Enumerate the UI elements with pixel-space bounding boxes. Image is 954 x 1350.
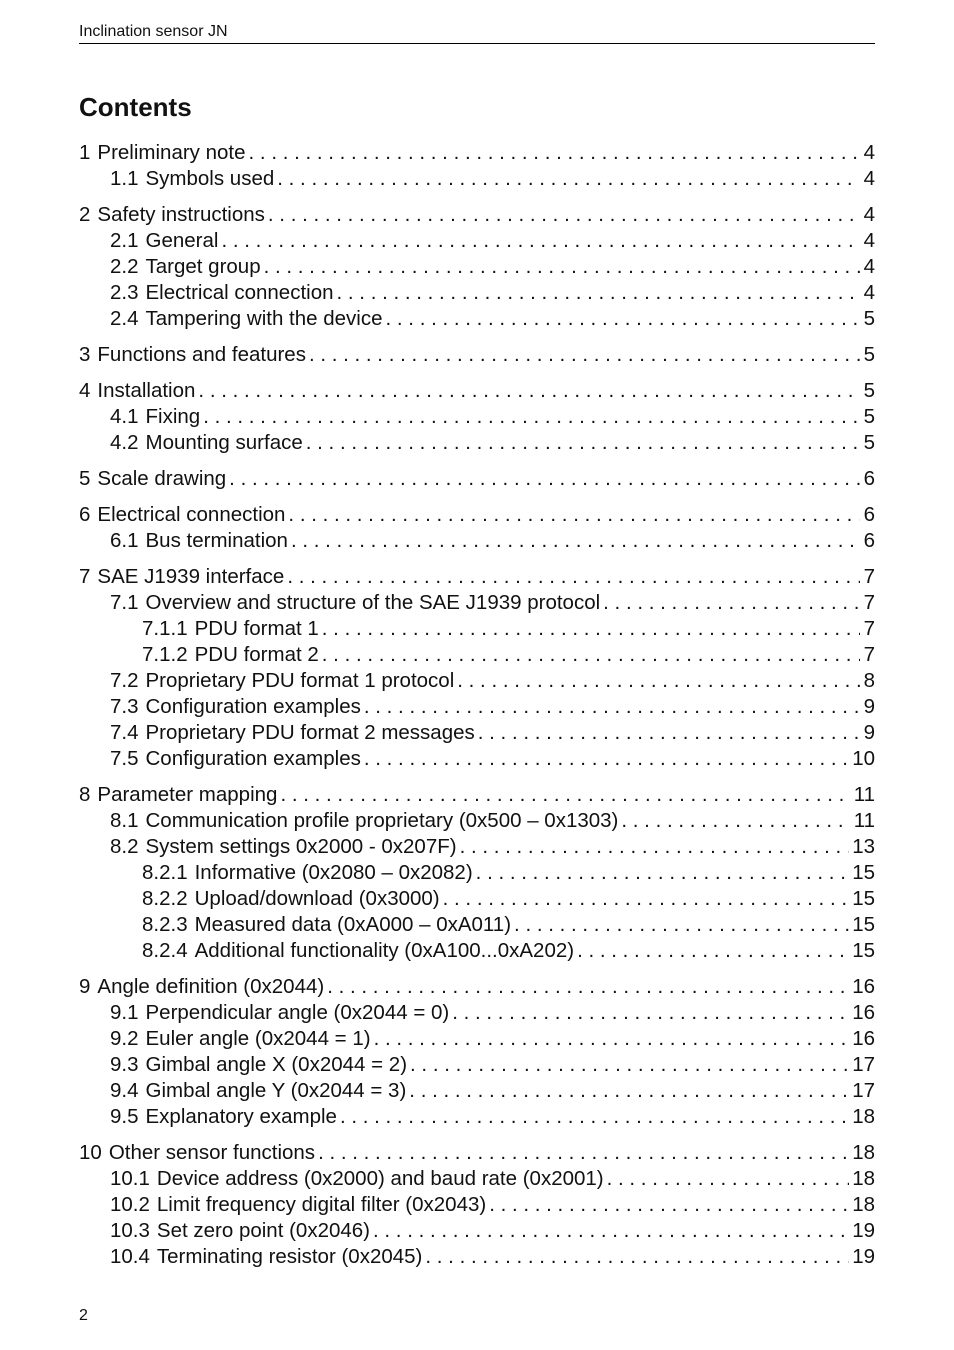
toc-entry[interactable] [79, 834, 875, 860]
toc-entry-number: 2.4 [110, 307, 139, 330]
toc-entry-label: Overview and structure of the SAE J1939 protocol [145, 591, 601, 614]
toc-entry-label: Proprietary PDU format 2 messages [145, 721, 475, 744]
toc-entry[interactable] [79, 342, 875, 368]
toc-entry-number: 6.1 [110, 529, 139, 552]
toc-entry-page: 8 [863, 669, 875, 692]
toc-entry-page: 15 [852, 861, 875, 884]
toc-entry-label: Explanatory example [145, 1105, 337, 1128]
toc-entry-page: 4 [863, 141, 875, 164]
toc-entry-label: Device address (0x2000) and baud rate (0x2001) [156, 1167, 604, 1190]
toc-entry-label: Fixing [145, 405, 201, 428]
toc-entry-label: General [145, 229, 219, 252]
toc-dot-leader [621, 808, 850, 834]
toc-entry-page: 16 [852, 975, 875, 998]
toc-dot-leader [443, 886, 850, 912]
toc-entry-label: Proprietary PDU format 1 protocol [145, 669, 455, 692]
toc-entry-label: Configuration examples [145, 747, 361, 770]
toc-dot-leader [364, 746, 849, 772]
toc-entry-label: Bus termination [145, 529, 288, 552]
toc-entry-page: 19 [852, 1219, 875, 1242]
toc-entry[interactable] [79, 528, 875, 554]
toc-group [79, 378, 875, 456]
toc-entry-number: 7.2 [110, 669, 139, 692]
toc-dot-leader [277, 166, 860, 192]
toc-dot-leader [287, 564, 860, 590]
toc-dot-leader [291, 528, 860, 554]
toc-dot-leader [337, 280, 860, 306]
toc-entry-label: SAE J1939 interface [97, 565, 285, 588]
toc-entry-page: 10 [852, 747, 875, 770]
toc-dot-leader [340, 1104, 849, 1130]
toc-entry-number: 2.2 [110, 255, 139, 278]
toc-entry[interactable] [79, 404, 875, 430]
toc-entry-page: 5 [863, 379, 875, 402]
toc-entry-number: 3 [79, 343, 91, 366]
toc-entry-label: Preliminary note [97, 141, 246, 164]
toc-entry-number: 10 [79, 1141, 102, 1164]
toc-entry-label: Other sensor functions [108, 1141, 316, 1164]
toc-entry-number: 8.2.2 [142, 887, 188, 910]
toc-entry-label: Electrical connection [145, 281, 334, 304]
toc-entry-label: Electrical connection [97, 503, 286, 526]
toc-entry-number: 8.2.3 [142, 913, 188, 936]
toc-entry-page: 18 [852, 1167, 875, 1190]
contents-heading: Contents [79, 92, 192, 122]
toc-dot-leader [460, 834, 850, 860]
toc-dot-leader [280, 782, 850, 808]
toc-entry-page: 16 [852, 1001, 875, 1024]
toc-entry[interactable] [79, 140, 875, 166]
toc-entry-label: Measured data (0xA000 – 0xA011) [194, 913, 512, 936]
toc-dot-leader [322, 616, 860, 642]
toc-entry[interactable] [79, 616, 875, 642]
toc-entry[interactable] [79, 938, 875, 964]
toc-entry[interactable] [79, 1140, 875, 1166]
toc-entry-page: 15 [852, 887, 875, 910]
toc-dot-leader [288, 502, 860, 528]
toc-entry[interactable] [79, 642, 875, 668]
toc-entry[interactable] [79, 886, 875, 912]
toc-entry-label: Limit frequency digital filter (0x2043) [156, 1193, 487, 1216]
toc-entry-label: Parameter mapping [97, 783, 278, 806]
toc-entry-number: 9.5 [110, 1105, 139, 1128]
toc-entry-page: 18 [852, 1105, 875, 1128]
toc-entry-page: 7 [863, 643, 875, 666]
toc-group [79, 202, 875, 332]
toc-entry-number: 7.3 [110, 695, 139, 718]
toc-entry[interactable] [79, 1078, 875, 1104]
toc-entry-number: 8.2.4 [142, 939, 188, 962]
toc-dot-leader [577, 938, 849, 964]
toc-entry-number: 7.5 [110, 747, 139, 770]
toc-group [79, 342, 875, 368]
toc-entry-label: Safety instructions [97, 203, 265, 226]
toc-entry-page: 9 [863, 695, 875, 718]
toc-group [79, 974, 875, 1130]
toc-entry[interactable] [79, 1052, 875, 1078]
page-number: 2 [79, 1307, 88, 1324]
toc-entry-page: 15 [852, 913, 875, 936]
toc-entry-page: 17 [852, 1053, 875, 1076]
toc-dot-leader [386, 306, 860, 332]
toc-entry[interactable] [79, 1000, 875, 1026]
toc-entry-page: 4 [863, 229, 875, 252]
toc-entry-number: 7 [79, 565, 91, 588]
toc-dot-leader [309, 342, 860, 368]
toc-dot-leader [409, 1078, 849, 1104]
toc-entry[interactable] [79, 430, 875, 456]
toc-entry-label: Set zero point (0x2046) [156, 1219, 371, 1242]
toc-entry-label: Configuration examples [145, 695, 361, 718]
toc-group [79, 1140, 875, 1270]
toc-dot-leader [268, 202, 860, 228]
toc-dot-leader [364, 694, 860, 720]
toc-entry[interactable] [79, 166, 875, 192]
toc-entry-number: 7.1 [110, 591, 139, 614]
toc-group [79, 564, 875, 772]
toc-entry[interactable] [79, 808, 875, 834]
toc-entry-number: 4 [79, 379, 91, 402]
toc-entry-number: 8.2 [110, 835, 139, 858]
running-header: Inclination sensor JN [79, 22, 875, 44]
toc-entry-label: Informative (0x2080 – 0x2082) [194, 861, 473, 884]
toc-entry-page: 18 [852, 1141, 875, 1164]
toc-entry[interactable] [79, 1166, 875, 1192]
toc-entry[interactable] [79, 228, 875, 254]
toc-entry-number: 10.1 [110, 1167, 150, 1190]
toc-entry-page: 5 [863, 343, 875, 366]
toc-dot-leader [452, 1000, 849, 1026]
toc-dot-leader [203, 404, 860, 430]
toc-entry-number: 8.1 [110, 809, 139, 832]
toc-entry-label: PDU format 1 [194, 617, 319, 640]
toc-entry-label: Communication profile proprietary (0x500 – 0x1303) [145, 809, 619, 832]
toc-entry-label: Installation [97, 379, 196, 402]
toc-dot-leader [221, 228, 860, 254]
toc-entry[interactable] [79, 254, 875, 280]
toc-entry-number: 9.4 [110, 1079, 139, 1102]
toc-dot-leader [322, 642, 860, 668]
toc-entry[interactable] [79, 694, 875, 720]
toc-group [79, 140, 875, 192]
toc-dot-leader [425, 1244, 849, 1270]
toc-entry-number: 9.3 [110, 1053, 139, 1076]
toc-entry[interactable] [79, 912, 875, 938]
toc-entry-page: 19 [852, 1245, 875, 1268]
toc-dot-leader [476, 860, 850, 886]
toc-dot-leader [478, 720, 860, 746]
toc-entry-number: 2.1 [110, 229, 139, 252]
toc-entry-page: 7 [863, 565, 875, 588]
toc-dot-leader [457, 668, 860, 694]
toc-group [79, 782, 875, 964]
toc-dot-leader [373, 1218, 849, 1244]
toc-entry-page: 18 [852, 1193, 875, 1216]
toc-entry[interactable] [79, 466, 875, 492]
toc-dot-leader [306, 430, 860, 456]
toc-entry[interactable] [79, 746, 875, 772]
toc-entry-label: Gimbal angle X (0x2044 = 2) [145, 1053, 408, 1076]
toc-entry-page: 9 [863, 721, 875, 744]
toc-entry-number: 9.1 [110, 1001, 139, 1024]
toc-entry-label: Target group [145, 255, 261, 278]
toc-entry-page: 4 [863, 281, 875, 304]
toc-entry-label: Mounting surface [145, 431, 303, 454]
toc-entry-number: 1.1 [110, 167, 139, 190]
toc-entry-number: 7.1.1 [142, 617, 188, 640]
toc-entry-number: 5 [79, 467, 91, 490]
toc-entry-page: 13 [852, 835, 875, 858]
toc-entry-label: Euler angle (0x2044 = 1) [145, 1027, 371, 1050]
toc-entry[interactable] [79, 974, 875, 1000]
toc-entry-page: 17 [852, 1079, 875, 1102]
toc-dot-leader [264, 254, 860, 280]
toc-entry-number: 4.2 [110, 431, 139, 454]
toc-entry-page: 6 [863, 503, 875, 526]
toc-entry[interactable] [79, 668, 875, 694]
toc-entry-label: PDU format 2 [194, 643, 319, 666]
toc-entry[interactable] [79, 564, 875, 590]
toc-entry-page: 11 [853, 783, 875, 806]
toc-entry-number: 9.2 [110, 1027, 139, 1050]
toc-dot-leader [603, 590, 860, 616]
toc-entry-label: Angle definition (0x2044) [97, 975, 325, 998]
toc-dot-leader [489, 1192, 849, 1218]
toc-entry[interactable] [79, 1026, 875, 1052]
toc-entry-label: Terminating resistor (0x2045) [156, 1245, 423, 1268]
toc-dot-leader [198, 378, 860, 404]
table-of-contents [79, 140, 875, 1280]
toc-dot-leader [249, 140, 860, 166]
toc-entry-page: 6 [863, 467, 875, 490]
toc-entry-number: 6 [79, 503, 91, 526]
toc-dot-leader [327, 974, 849, 1000]
toc-entry-page: 4 [863, 255, 875, 278]
toc-entry[interactable] [79, 378, 875, 404]
toc-entry-page: 7 [863, 617, 875, 640]
toc-entry[interactable] [79, 1192, 875, 1218]
toc-entry-page: 5 [863, 405, 875, 428]
toc-dot-leader [318, 1140, 849, 1166]
toc-entry-page: 16 [852, 1027, 875, 1050]
toc-entry-number: 8 [79, 783, 91, 806]
toc-entry-number: 2 [79, 203, 91, 226]
toc-entry[interactable] [79, 502, 875, 528]
toc-entry-number: 7.1.2 [142, 643, 188, 666]
toc-entry-number: 8.2.1 [142, 861, 188, 884]
toc-entry-page: 5 [863, 431, 875, 454]
toc-entry-label: Tampering with the device [145, 307, 383, 330]
toc-entry-number: 2.3 [110, 281, 139, 304]
toc-entry-page: 11 [853, 809, 875, 832]
toc-entry-page: 15 [852, 939, 875, 962]
toc-dot-leader [374, 1026, 850, 1052]
toc-entry-number: 9 [79, 975, 91, 998]
toc-entry-label: Upload/download (0x3000) [194, 887, 440, 910]
toc-entry[interactable] [79, 1218, 875, 1244]
toc-entry[interactable] [79, 280, 875, 306]
toc-entry-label: Gimbal angle Y (0x2044 = 3) [145, 1079, 407, 1102]
toc-entry-page: 4 [863, 203, 875, 226]
toc-entry[interactable] [79, 590, 875, 616]
toc-entry[interactable] [79, 306, 875, 332]
toc-entry-page: 5 [863, 307, 875, 330]
toc-dot-leader [229, 466, 860, 492]
toc-entry-label: Perpendicular angle (0x2044 = 0) [145, 1001, 450, 1024]
toc-entry-number: 7.4 [110, 721, 139, 744]
toc-group [79, 466, 875, 492]
toc-group [79, 502, 875, 554]
toc-entry-label: Functions and features [97, 343, 306, 366]
toc-entry-page: 6 [863, 529, 875, 552]
toc-entry-number: 4.1 [110, 405, 139, 428]
toc-entry[interactable] [79, 1244, 875, 1270]
toc-entry-number: 10.3 [110, 1219, 150, 1242]
toc-entry-page: 4 [863, 167, 875, 190]
toc-dot-leader [514, 912, 849, 938]
toc-entry-label: Scale drawing [97, 467, 227, 490]
toc-entry[interactable] [79, 860, 875, 886]
toc-dot-leader [410, 1052, 849, 1078]
toc-entry-label: Additional functionality (0xA100...0xA202) [194, 939, 575, 962]
toc-dot-leader [607, 1166, 850, 1192]
toc-entry[interactable] [79, 1104, 875, 1130]
toc-entry[interactable] [79, 782, 875, 808]
toc-entry-page: 7 [863, 591, 875, 614]
toc-entry-number: 10.2 [110, 1193, 150, 1216]
toc-entry[interactable] [79, 720, 875, 746]
toc-entry-label: Symbols used [145, 167, 275, 190]
toc-entry[interactable] [79, 202, 875, 228]
toc-entry-label: System settings 0x2000 - 0x207F) [145, 835, 457, 858]
toc-entry-number: 1 [79, 141, 91, 164]
toc-entry-number: 10.4 [110, 1245, 150, 1268]
